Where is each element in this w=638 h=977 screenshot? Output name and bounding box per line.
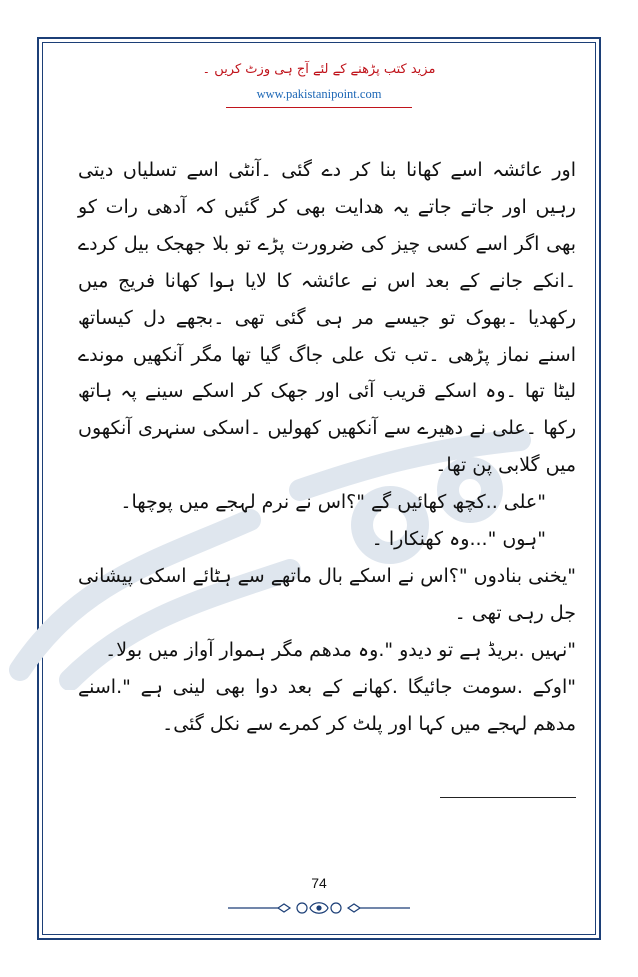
paragraph: "نہیں .بریڈ ہے تو دیدو ".وہ مدھم مگر ہموار آواز میں بولا۔ (105, 638, 576, 661)
paragraph: "اوکے .سومت جائیگا .کھانے کے بعد دوا بھی لینی ہے ".اسنے مدھم لہجے میں کہا اور پلٹ کر کمرے سے نکل گئی۔ (78, 675, 576, 735)
paragraph: اور عائشہ اسے کھانا بنا کر دے گئی ۔آنٹی اسے تسلیاں دیتی رہیں اور جاتے جاتے یہ ھدایت بھی کر گئیں کہ آدھی رات کو بھی اگر اسے کسی چیز کی ضرورت پڑے تو بلا جھجک بیل کردے ۔انکے جانے کے بعد اس نے عائشہ کا لایا ہوا کھانا فریج میں رکھدیا ۔بھوک تو جیسے مر ہی گئی تھی ۔بجھے دل کیساتھ اسنے نماز پڑھی ۔تب تک علی جاگ گیا تھا مگر آنکھیں موندے لیٹا تھا ۔وہ اسکے قریب آئی اور جھک کر اسکے سینے پہ ہاتھ رکھا ۔علی نے دھیرے سے آنکھیں کھولیں ۔اسکی سنہری آنکھوں میں گلابی پن تھا۔ (78, 159, 576, 477)
header-url-link[interactable]: www.pakistanipoint.com (256, 87, 382, 101)
story-text (78, 152, 576, 743)
paragraph: "علی ..کچھ کھائیں گے "؟اس نے نرم لہجے میں پوچھا۔ (120, 491, 546, 514)
ornament-divider-icon (226, 900, 412, 916)
header-promo-text: مزید کتب پڑھنے کے لئے آج ہی وزٹ کریں ۔ (202, 62, 436, 77)
header-divider (226, 107, 412, 108)
paragraph: "ہوں "...وہ کھنکارا ۔ (371, 528, 546, 551)
section-separator (440, 797, 576, 798)
paragraph: "یخنی بنادوں "؟اس نے اسکے بال ماتھے سے ہٹائے اسکی پیشانی جل رہی تھی ۔ (78, 564, 576, 624)
page-number: 74 (311, 875, 327, 891)
